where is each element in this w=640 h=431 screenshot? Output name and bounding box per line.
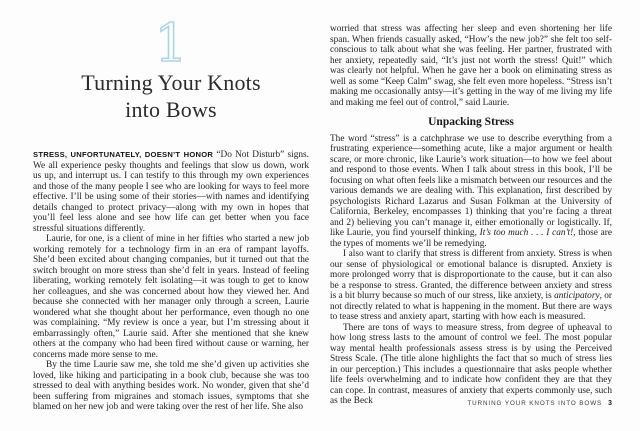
page-left bbox=[33, 0, 309, 431]
opening-paragraph bbox=[33, 150, 309, 234]
page-number: 3 bbox=[608, 400, 612, 407]
paragraph: There are tons of ways to measure stress, from degree of upheaval to how long stress lasts to the amount of control we feel. The most popular way mental health professionals assess stress is by using the Perceived Stress Scale. (The title alone highlights the fact that so much of stress lies in our perception.) This includes a questionnaire that asks people whether life feels overwhelming and to indicate how confident they are that they can cope. In contrast, measures of anxiety that experts commonly use, such as the Beck bbox=[330, 322, 612, 406]
paragraph: By the time Laurie saw me, she told me she’d given up activities she loved, like hiking and participating in a book club, because she was too stressed to deal with anything besides work. No wonder, given that she’d been suffering from migraines and stomach issues, symptoms that she blamed on her new job and were taking over the rest of her life. She also bbox=[33, 360, 309, 412]
lead-in-small-caps: STRESS, UNFORTUNATELY, DOESN’T HONOR bbox=[33, 150, 214, 159]
continuation-paragraph: worried that stress was affecting her sleep and even shortening her life span. When friends casually asked, “How’s the new job?” she felt too self-conscious to talk about what she was feeling. Her partner, frustrated with her anxiety, repeatedly said, “It’s just not worth the stress! Quit!” which was clearly not helpful. When he gave her a book on eliminating stress as well as some “Keep Calm” swag, she felt even more hopeless. “Stress isn’t making me occasionally antsy—it’s getting in the way of me living my life and making me feel out of control,” said Laurie. bbox=[330, 24, 612, 108]
italic-phrase: anticipatory bbox=[554, 291, 600, 301]
paragraph: Laurie, for one, is a client of mine in her fifties who started a new job working remotely for a technology firm in an era of rampant layoffs. She’d been excited about changing companies, but it turned out that the switch brought on more stress than she’d felt in years. Instead of feeling liberating, working remotely felt isolating—it was tough to get to know her colleagues, and she was concerned about how they viewed her. And because she connected with her manager only through a screen, Laurie wondered what she thought about her performance, even though no one was complaining. “My review is once a year, but I’m stressing about it embarrassingly often,” Laurie said. After she mentioned that she knew others at the company who had been fired without cause or warning, her concerns made more sense to me. bbox=[33, 234, 309, 360]
right-body-text bbox=[330, 24, 612, 407]
section-heading: Unpacking Stress bbox=[428, 116, 514, 128]
chapter-title-line1: Turning Your Knots bbox=[81, 70, 261, 95]
chapter-title-line2: into Bows bbox=[125, 97, 217, 122]
paragraph-text: , those are the types of moments we’ll be remedying. bbox=[330, 228, 613, 249]
paragraph bbox=[330, 249, 612, 323]
paragraph-text: The word “stress” is a catchphrase we use to describe everything from a frustrating experience—something acute, like a major argument or health scare, or more chronic, like Laurie’s work situation—to how we feel about and respond to those events. When I talk about stress in this book, I’ll be focusing on what often feels like a mismatch between our resources and the various demands we are dealing with. This explanation, first described by psychologists Richard Lazarus and Susan Folkman at the University of California, Berkeley, encompasses 1) thinking that you’re facing a threat and 2) believing you can’t manage it, either emotionally or logistically. If, like Laurie, you find yourself thinking, bbox=[330, 133, 612, 238]
left-body-text bbox=[33, 150, 309, 413]
chapter-number: 1 bbox=[154, 14, 188, 74]
paragraph-text: I also want to clarify that stress is different from anxiety. Stress is when our sense of physiological or emotional balance is disrupted. Anxiety is more prolonged worry that is disproportionate to the cause, but it can also be a response to stress. Granted, the difference between anxiety and stress is a bit blurry because so much of our stress, like anxiety, is bbox=[330, 249, 612, 301]
running-footer bbox=[330, 400, 612, 407]
paragraph-text: , or not directly related to what is happening in the moment. But there are ways to tease stress and anxiety apart, starting with how each is measured. bbox=[330, 291, 612, 322]
paragraph bbox=[330, 134, 612, 250]
paragraph-text: “Do Not Disturb” signs. We all experience pesky thoughts and feelings that slow us down, work us up, and interrupt us. I can testify to this through my own experiences and those of the many people I see who are looking for ways to feel more effective. I’ll be using some of their stories—with names and identifying details changed to protect privacy—along with my own in hopes that you’ll feel less alone and see how life can get better when you face stressful situations differently. bbox=[33, 150, 309, 234]
running-head: TURNING YOUR KNOTS INTO BOWS bbox=[467, 400, 603, 407]
page-right bbox=[330, 0, 612, 431]
italic-phrase: It’s too much . . . I can’t! bbox=[479, 228, 574, 238]
chapter-title bbox=[33, 69, 309, 123]
